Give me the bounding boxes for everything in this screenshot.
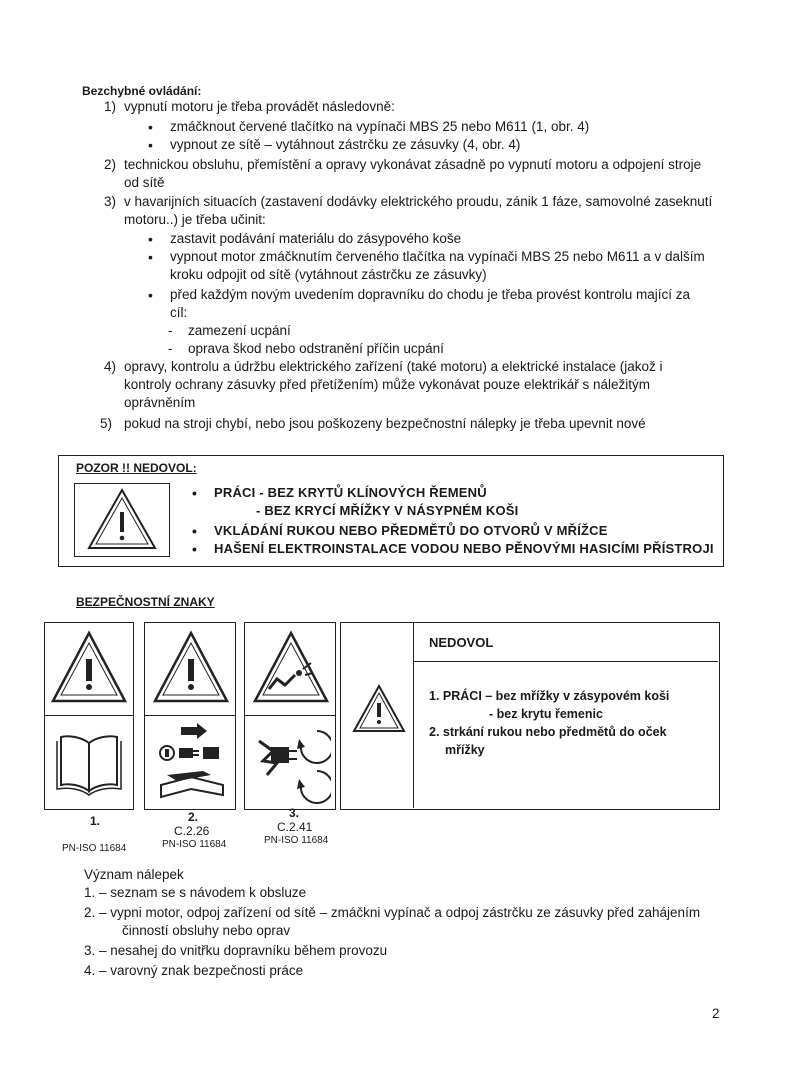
sub-bullet: • vypnout ze sítě – vytáhnout zástrčku ze zásuvky (4, obr. 4) [170, 136, 520, 154]
item-number: 4) [104, 359, 117, 374]
sign4-title: NEDOVOL [429, 635, 494, 650]
no-reach-inside-icon [253, 721, 331, 805]
sub-bullet: • zastavit podávání materiálu do zásypového koše [170, 230, 461, 248]
sign-number: 2. [188, 810, 199, 824]
item-number: 3) [104, 194, 117, 209]
manual-book-icon [55, 727, 123, 797]
dash-item: - oprava škod nebo odstranění příčin ucpání [188, 340, 444, 358]
page-number: 2 [712, 1006, 720, 1021]
warning-icon-frame [74, 483, 170, 557]
warning-triangle-icon [75, 484, 169, 556]
sign4-line: 1. PRÁCI – bez mřížky v zásypovém koši [429, 689, 670, 703]
warning-triangle-icon [49, 629, 129, 709]
sign4-line: 2. strkání rukou nebo předmětů do oček [429, 725, 667, 739]
item-text: vypnutí motoru je třeba provádět následovně: [124, 99, 395, 114]
sub-bullet: • vypnout motor zmáčknutím červeného tlačítka na vypínači MBS 25 nebo M611 a v dalším [170, 248, 705, 266]
item-number: 2) [104, 157, 117, 172]
sign4-line: mřížky [445, 743, 485, 757]
meaning-title: Význam nálepek [84, 867, 184, 882]
dash-item: - zamezení ucpání [188, 322, 291, 340]
sub-bullet-cont: kroku odpojit od sítě (vytáhnout zástrčku ze zásuvky) [170, 267, 487, 282]
item-text: pokud na stroji chybí, nebo jsou poškozeny bezpečnostní nálepky je třeba upevnit nové [124, 416, 646, 431]
sign-code: C.2.26 [174, 824, 210, 838]
sign-standard: PN-ISO 11684 [162, 839, 227, 850]
sign-number: 3. [289, 806, 300, 820]
sign4-line: - bez krytu řemenic [489, 707, 603, 721]
warning-line: - BEZ KRYCÍ MŘÍŽKY V NÁSYPNÉM KOŠI [256, 503, 519, 518]
sign-standard: PN-ISO 11684 [264, 835, 329, 846]
sub-bullet: • zmáčknout červené tlačítko na vypínači MBS 25 nebo M611 (1, obr. 4) [170, 118, 589, 136]
warning-line: • HAŠENÍ ELEKTROINSTALACE VODOU NEBO PĚNOVÝMI HASICÍMI PŘÍSTROJI [214, 541, 714, 556]
item-text: motoru..) je třeba učinit: [124, 212, 266, 227]
item-text: opravy, kontrolu a údržbu elektrického zařízení (také motoru) a elektrické instalace (jakož i [124, 359, 663, 374]
meaning-line: činností obsluhy nebo oprav [122, 923, 291, 938]
warning-line: • VKLÁDÁNÍ RUKOU NEBO PŘEDMĚTŮ DO OTVORŮ V MŘÍŽCE [214, 523, 608, 538]
meaning-line: 1. – seznam se s návodem k obsluze [84, 885, 307, 900]
sign-standard: PN-ISO 11684 [62, 843, 127, 854]
sign-number: 1. [90, 814, 101, 828]
sign-code: C.2.41 [277, 820, 313, 834]
section-heading: Bezchybné ovládání: [82, 84, 202, 98]
warning-title: POZOR !! NEDOVOL: [76, 461, 197, 475]
signs-heading: BEZPEČNOSTNÍ ZNAKY [76, 595, 215, 609]
entanglement-hazard-icon [251, 629, 331, 709]
item-text: oprávněním [124, 395, 196, 410]
unplug-before-service-icon [153, 719, 231, 807]
sign-2 [144, 622, 236, 810]
meaning-line: 4. – varovný znak bezpečnosti práce [84, 963, 304, 978]
item-number: 1) [104, 99, 117, 114]
item-text: od sítě [124, 175, 165, 190]
item-number: 5) [100, 416, 113, 431]
item-text: v havarijních situacích (zastavení dodávky elektrického proudu, zánik 1 fáze, samovolné zaseknutí [124, 194, 713, 209]
sign-3 [244, 622, 336, 810]
sub-bullet-cont: cíl: [170, 305, 188, 320]
warning-line: • PRÁCI - BEZ KRYTŮ KLÍNOVÝCH ŘEMENŮ [214, 485, 487, 500]
sign-4 [340, 622, 720, 810]
sub-bullet: • před každým novým uvedením dopravníku do chodu je třeba provést kontrolu mající za [170, 286, 690, 304]
warning-triangle-icon [351, 683, 407, 735]
warning-triangle-icon [151, 629, 231, 709]
meaning-line: 2. – vypni motor, odpoj zařízení od sítě – zmáčkni vypínač a odpoj zástrčku ze zásuvky před zahájením [84, 905, 701, 920]
item-text: technickou obsluhu, přemístění a opravy vykonávat zásadně po vypnutí motoru a odpojení stroje [124, 157, 702, 172]
meaning-line: 3. – nesahej do vnitřku dopravníku během provozu [84, 943, 388, 958]
sign-1 [44, 622, 134, 810]
item-text: kontroly ochrany zásuvky před přetížením) může vykonávat pouze elektrikář s náležitým [124, 377, 650, 392]
